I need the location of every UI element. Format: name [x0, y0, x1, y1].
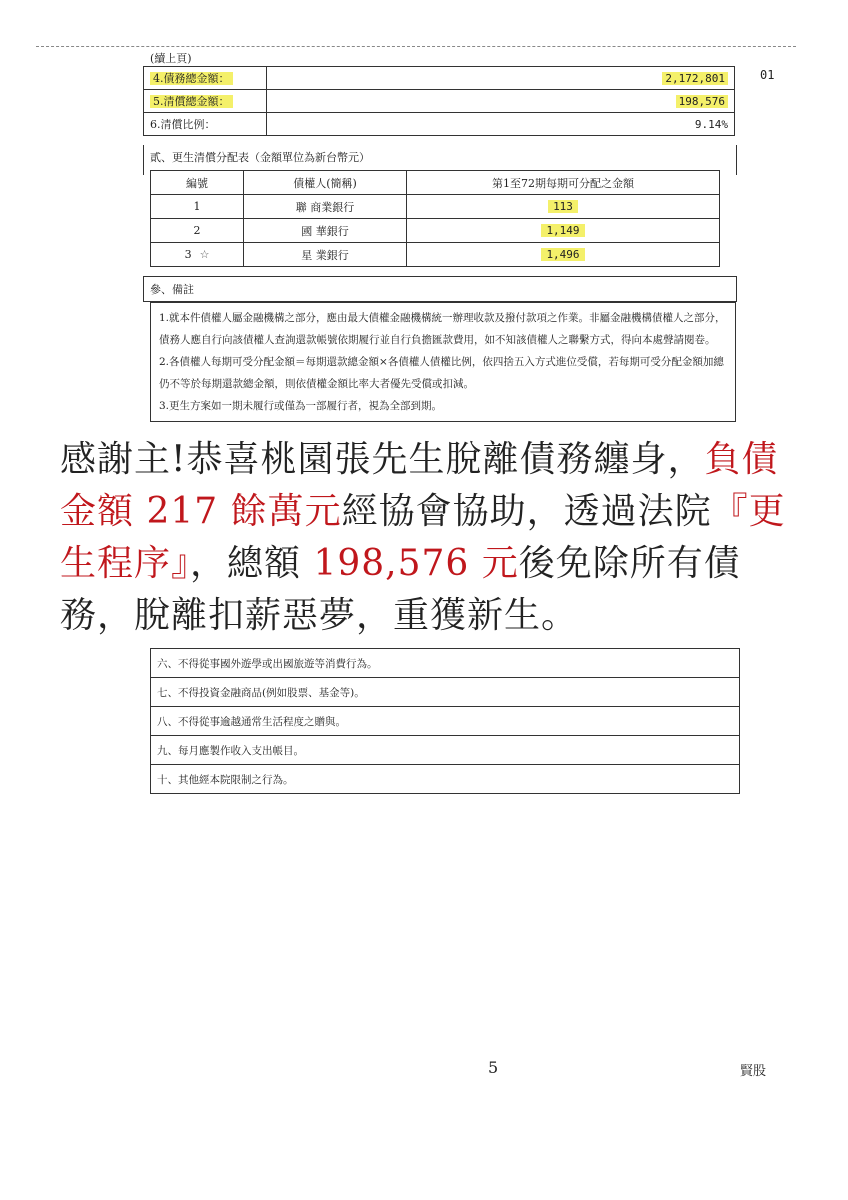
- row-amount: 113: [548, 200, 578, 213]
- row-no: 1: [151, 195, 244, 219]
- row-creditor: 聯 商業銀行: [244, 195, 407, 219]
- restriction-item: 七、不得投資金融商品(例如股票、基金等)。: [151, 678, 740, 707]
- row-no: 3: [184, 248, 192, 261]
- star-icon: ☆: [199, 248, 210, 261]
- summary-table: [143, 66, 735, 136]
- row-creditor: 星 業銀行: [244, 243, 407, 267]
- table-row: [151, 219, 720, 243]
- distribution-table: [150, 170, 720, 267]
- note-item: 1.就本件債權人屬金融機構之部分，應由最大債權金融機構統一辦理收款及撥付款項之作業。非屬金融機構債權人之部分，債務人應自行向該債權人查詢還款帳號依期履行並自行負擔匯款費用，如不知該債權人之聯繫方式，得向本處聲請閱卷。: [159, 312, 726, 346]
- table-row: [144, 90, 735, 113]
- headline-text: 感謝主!恭喜桃園張先生脫離債務纏身，負債金額 217 餘萬元經協會協助，透過法院『更生程序』，總額 198,576 元後免除所有債務，脫離扣薪惡夢，重獲新生。: [60, 439, 786, 636]
- row-amount: 1,496: [541, 248, 584, 261]
- note-item: 3.更生方案如一期未履行或僅為一部履行者，視為全部到期。: [159, 400, 443, 412]
- debt-total-value: 2,172,801: [662, 72, 728, 85]
- table-row: [151, 195, 720, 219]
- table-row: [151, 649, 740, 678]
- restriction-item: 八、不得從事逾越通常生活程度之贈與。: [151, 707, 740, 736]
- table-row: [151, 678, 740, 707]
- restriction-item: 九、每月應製作收入支出帳目。: [151, 736, 740, 765]
- page-number: 5: [488, 1058, 499, 1077]
- repayment-ratio-label: 6.清償比例：: [144, 113, 267, 136]
- table-row: [151, 707, 740, 736]
- notes-box: [150, 302, 736, 422]
- debt-total-label: 4.債務總金額：: [150, 72, 233, 85]
- restrictions-table: [150, 648, 740, 794]
- repayment-total-value: 198,576: [676, 95, 728, 108]
- repayment-ratio-value: 9.14%: [267, 113, 735, 136]
- notes-section-title: 參、備註: [143, 276, 737, 302]
- table-row: [151, 736, 740, 765]
- table-row: [151, 765, 740, 794]
- table-header-row: [151, 171, 720, 195]
- note-item: 2.各債權人每期可受分配金額＝每期還款總金額×各債權人債權比例，依四捨五入方式進位受償，若每期可受分配金額加總仍不等於每期還款總金額，則依債權金額比率大者優先受償或扣減。: [159, 356, 724, 390]
- table-row: [144, 67, 735, 90]
- page-code: 01: [760, 68, 775, 82]
- restriction-item: 十、其他經本院限制之行為。: [151, 765, 740, 794]
- col-header-creditor: 債權人(簡稱): [244, 171, 407, 195]
- distribution-section-title: 貳、更生清償分配表（金額單位為新台幣元）: [143, 145, 737, 175]
- row-no: 2: [151, 219, 244, 243]
- table-row: [151, 243, 720, 267]
- restriction-item: 六、不得從事國外遊學或出國旅遊等消費行為。: [151, 649, 740, 678]
- row-creditor: 國 華銀行: [244, 219, 407, 243]
- row-amount: 1,149: [541, 224, 584, 237]
- repayment-total-label: 5.清償總金額：: [150, 95, 233, 108]
- continued-label: (續上頁): [150, 52, 192, 65]
- col-header-amount: 第1至72期每期可分配之金額: [407, 171, 720, 195]
- table-row: [144, 113, 735, 136]
- department-label: 賢股: [740, 1064, 767, 1079]
- col-header-no: 編號: [151, 171, 244, 195]
- top-dashed-line: [36, 46, 796, 47]
